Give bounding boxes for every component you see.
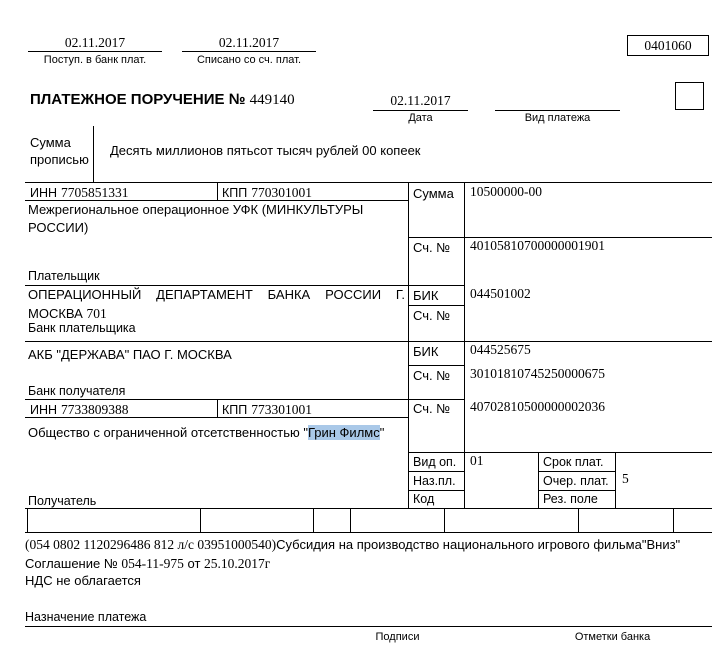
doc-date-label: Дата: [408, 112, 433, 124]
underline: [182, 51, 316, 52]
payee-name-prefix: Общество с ограниченной отсетственностью ": [28, 425, 308, 440]
doc-title-text: ПЛАТЕЖНОЕ ПОРУЧЕНИЕ №: [30, 91, 250, 108]
doc-title: [30, 91, 295, 109]
payee-kpp-value: 773301001: [251, 402, 313, 417]
payer-kpp-value: 770301001: [251, 185, 313, 200]
purpose-line3: НДС не облагается: [25, 573, 141, 588]
payer-bank-bik-value: 044501002: [470, 286, 531, 301]
payee-bank-section-label: Банк получателя: [28, 384, 126, 398]
agreement-date: 25.10.2017г: [204, 556, 271, 571]
priority-label: Очер. плат.: [543, 474, 609, 488]
bank-marks-label: Отметки банка: [574, 631, 651, 643]
table-line: [25, 508, 712, 509]
payer-inn: [30, 184, 129, 202]
cell-divider: [313, 508, 314, 532]
purpose-line1: [25, 536, 680, 554]
payee-name: [28, 425, 384, 440]
payer-bank-number: 701: [86, 306, 107, 321]
table-line: [538, 490, 615, 491]
payee-bank-account-value: 30101810745250000675: [470, 366, 605, 381]
cell-divider: [464, 182, 465, 508]
table-line: [408, 490, 464, 491]
doc-date: 02.11.2017: [390, 93, 451, 108]
payer-bank-city: МОСКВА: [28, 306, 87, 321]
payee-name-highlight: Грин Филмс: [307, 425, 380, 440]
payer-name-line2: РОССИИ): [28, 220, 89, 235]
cell-divider: [538, 452, 539, 508]
payer-bank-account-label: Сч. №: [413, 308, 451, 323]
payee-name-suffix: ": [379, 425, 385, 440]
payer-bank-name-line1: ОПЕРАЦИОННЫЙ ДЕПАРТАМЕНТ БАНКА РОССИИ Г.: [28, 287, 405, 302]
cell-divider: [93, 126, 94, 182]
agreement-label: Соглашение №: [25, 556, 122, 571]
cell-divider: [444, 508, 445, 532]
payer-inn-value: 7705851331: [61, 185, 129, 200]
table-line: [408, 365, 464, 366]
signatures-label: Подписи: [375, 631, 420, 643]
purpose-line2: [25, 555, 270, 573]
cell-divider: [27, 508, 28, 532]
table-line: [25, 399, 464, 400]
payee-bank-name: АКБ "ДЕРЖАВА" ПАО Г. МОСКВА: [28, 347, 232, 362]
payer-kpp-label: КПП: [222, 186, 248, 200]
payer-account-value: 40105810700000001901: [470, 238, 605, 253]
table-line: [25, 532, 712, 533]
payer-kpp: [222, 184, 312, 202]
payer-name-line1: Межрегиональное операционное УФК (МИНКУЛЬТУРЫ: [28, 202, 364, 217]
payee-account-value: 40702810500000002036: [470, 399, 605, 414]
form-code: 0401060: [644, 38, 692, 53]
form-code-box: [627, 35, 709, 56]
payer-bank-bik-label: БИК: [413, 288, 439, 303]
op-type-label: Вид оп.: [413, 455, 457, 469]
purpose-text: Субсидия на производство национального игрового фильма"Вниз": [276, 537, 681, 552]
reserve-field-label: Рез. поле: [543, 492, 598, 506]
payment-term-label: Срок плат.: [543, 455, 604, 469]
table-line: [25, 341, 712, 342]
amount-words: Десять миллионов пятьсот тысяч рублей 00 копеек: [110, 143, 421, 158]
underline: [495, 110, 620, 111]
purpose-section-label: Назначение платежа: [25, 610, 147, 624]
payer-inn-label: ИНН: [30, 186, 58, 200]
payee-section-label: Получатель: [28, 494, 97, 508]
payee-bank-bik-value: 044525675: [470, 342, 531, 357]
debited-from-account-date: 02.11.2017: [218, 35, 280, 50]
payee-inn: [30, 401, 129, 419]
table-line: [25, 285, 464, 286]
amount-label: Сумма: [413, 186, 454, 201]
cell-divider: [350, 508, 351, 532]
cell-divider: [217, 399, 218, 417]
payment-purpose-code-label: Наз.пл.: [413, 474, 456, 488]
table-line: [408, 471, 464, 472]
table-line: [25, 182, 712, 183]
received-in-bank-date: 02.11.2017: [64, 35, 126, 50]
payment-kind-box: [675, 82, 704, 110]
payer-bank-section-label: Банк плательщика: [28, 321, 136, 335]
op-type-value: 01: [470, 453, 484, 468]
cell-divider: [673, 508, 674, 532]
amount-value: 10500000-00: [470, 184, 542, 199]
amount-words-label-line1: Сумма: [30, 135, 71, 150]
table-line: [408, 452, 712, 453]
table-line: [408, 305, 464, 306]
debited-from-account-label: Списано со сч. плат.: [196, 54, 302, 66]
cell-divider: [217, 182, 218, 200]
payee-inn-label: ИНН: [30, 403, 58, 417]
cell-divider: [615, 452, 616, 508]
cell-divider: [200, 508, 201, 532]
purpose-budget-codes: (054 0802 1120296486 812 л/с 03951000540): [25, 537, 277, 552]
agreement-mid: от: [183, 556, 205, 571]
underline: [28, 51, 162, 52]
amount-words-label-line2: прописью: [30, 152, 89, 167]
payee-inn-value: 7733809388: [61, 402, 129, 417]
agreement-number: 054-11-975: [121, 556, 184, 571]
payer-section-label: Плательщик: [28, 269, 100, 283]
table-line: [25, 626, 712, 627]
payee-bank-bik-label: БИК: [413, 344, 439, 359]
priority-value: 5: [622, 471, 629, 486]
payee-kpp: [222, 401, 312, 419]
payee-kpp-label: КПП: [222, 403, 248, 417]
received-in-bank-label: Поступ. в банк плат.: [43, 54, 147, 66]
cell-divider: [408, 182, 409, 508]
cell-divider: [578, 508, 579, 532]
code-label: Код: [413, 492, 435, 506]
underline: [373, 110, 468, 111]
payment-kind-label: Вид платежа: [524, 112, 591, 124]
payee-bank-account-label: Сч. №: [413, 368, 451, 383]
doc-number: 449140: [249, 92, 295, 108]
table-line: [538, 471, 615, 472]
payer-account-label: Сч. №: [413, 240, 451, 255]
payee-account-label: Сч. №: [413, 401, 451, 416]
